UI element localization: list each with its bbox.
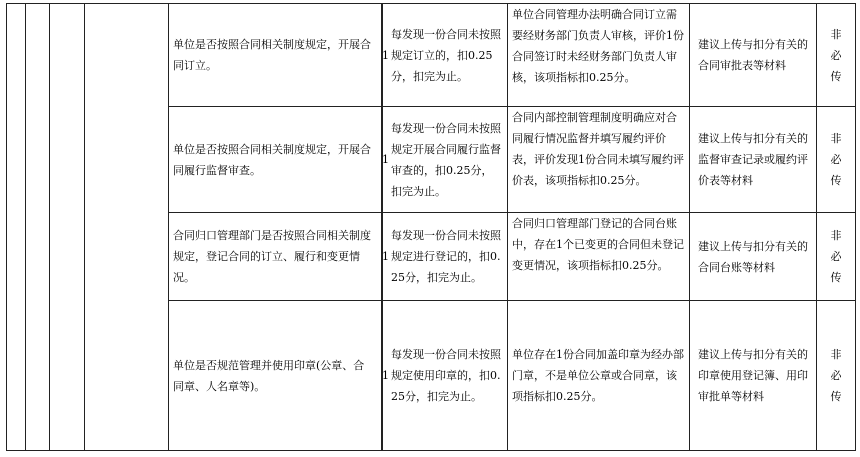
check-point-cell: 单位是否规范管理并使用印章(公章、合同章、人名章等)。 <box>169 301 382 451</box>
score-cell: 1 <box>382 301 383 451</box>
score-cell: 1 <box>382 213 383 301</box>
check-point-cell: 单位是否按照合同相关制度规定，开展合同订立。 <box>169 4 382 107</box>
example-cell: 单位存在1份合同加盖印章为经办部门章，不是单位公章或合同章，该项指标扣0.25分。 <box>508 301 690 451</box>
materials-cell: 建议上传与扣分有关的合同台账等材料 <box>690 213 817 301</box>
deduction-rule-cell: 每发现一份合同未按照规定开展合同履行监督审查的，扣0.25分，扣完为止。 <box>383 107 508 213</box>
table-row <box>7 4 856 107</box>
deduction-rule-cell: 每发现一份合同未按照规定使用印章的，扣0.25分，扣完为止。 <box>383 301 508 451</box>
evaluation-table <box>6 3 856 451</box>
check-point-cell: 单位是否按照合同相关制度规定，开展合同履行监督审查。 <box>169 107 382 213</box>
required-label: 非必传 <box>830 348 842 403</box>
materials-cell: 建议上传与扣分有关的印章使用登记簿、用印审批单等材料 <box>690 301 817 451</box>
required-label: 非必传 <box>830 229 842 284</box>
required-label: 非必传 <box>830 132 842 187</box>
required-cell <box>817 301 856 451</box>
required-cell <box>817 4 856 107</box>
score-cell: 1 <box>382 107 383 213</box>
example-cell: 合同归口管理部门登记的合同台账中，存在1个已变更的合同但未登记变更情况，该项指标扣0.25分。 <box>508 213 690 301</box>
deduction-rule-cell: 每发现一份合同未按照规定订立的，扣0.25分，扣完为止。 <box>383 4 508 107</box>
score-cell: 1 <box>382 4 383 107</box>
empty-cell-col2 <box>26 4 50 451</box>
example-cell: 单位合同管理办法明确合同订立需要经财务部门负责人审核，评价1份合同签订时未经财务部门负责人审核，该项指标扣0.25分。 <box>508 4 690 107</box>
deduction-rule-cell: 每发现一份合同未按照规定进行登记的，扣0.25分，扣完为止。 <box>383 213 508 301</box>
required-cell <box>817 107 856 213</box>
check-point-cell: 合同归口管理部门是否按照合同相关制度规定，登记合同的订立、履行和变更情况。 <box>169 213 382 301</box>
materials-cell: 建议上传与扣分有关的合同审批表等材料 <box>690 4 817 107</box>
required-label: 非必传 <box>830 27 842 83</box>
empty-cell-col1 <box>7 4 26 451</box>
empty-cell-col3 <box>50 4 85 451</box>
example-cell: 合同内部控制管理制度明确应对合同履行情况监督并填写履约评价表，评价发现1份合同未填写履约评价表，该项指标扣0.25分。 <box>508 107 690 213</box>
empty-cell-col4 <box>85 4 169 451</box>
required-cell <box>817 213 856 301</box>
materials-cell: 建议上传与扣分有关的监督审查记录或履约评价表等材料 <box>690 107 817 213</box>
